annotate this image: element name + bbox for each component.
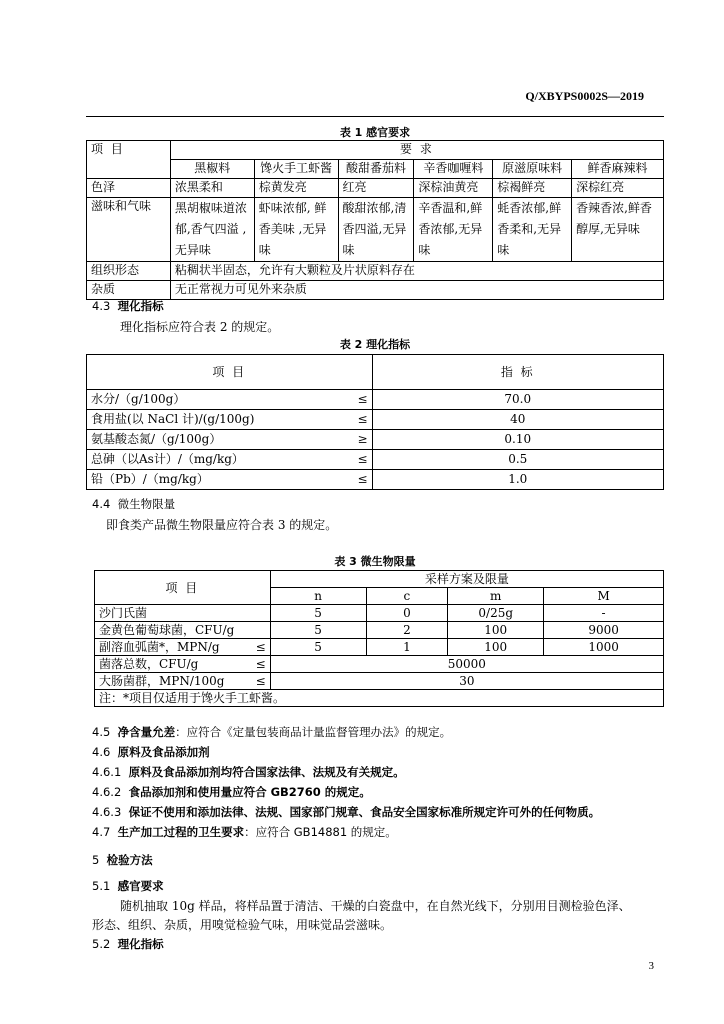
table2-caption: 表 2 理化指标: [339, 338, 411, 351]
item-name: 食用盐(以 NaCl 计)/(g/100g): [91, 412, 255, 426]
table-row: [95, 690, 664, 707]
standard-code: Q/XBYPS0002S—2019: [525, 89, 644, 103]
section-number: 4.7: [92, 825, 111, 839]
table-row: [87, 410, 664, 430]
section-4-5: [92, 724, 451, 740]
table-cell: 黑胡椒味道浓郁,香气四溢 ,无异味: [170, 198, 254, 262]
table-cell: 深棕油黄亮: [414, 179, 493, 198]
section-4-6: [92, 744, 210, 760]
sensory-table: [86, 140, 664, 300]
table-cell: 5: [270, 622, 366, 639]
product-name: 鲜香麻辣料: [572, 160, 664, 179]
subcolumn-header: n: [270, 588, 366, 605]
table-row: [95, 605, 664, 622]
row-label: 组织形态: [87, 262, 171, 281]
table1-col-item: 项 目: [87, 141, 171, 179]
subcolumn-header: c: [366, 588, 448, 605]
section-5-1-line1: 随机抽取 10g 样品，将样品置于清洁、干燥的白瓷盘中，在自然光线下，分别用目测检验色泽、: [120, 899, 631, 913]
item-name: 总砷（以As计）/（mg/kg）: [91, 452, 244, 466]
section-5-2-heading: [92, 936, 164, 952]
item-name: 沙门氏菌: [99, 606, 148, 620]
comparison-operator: ≤: [357, 392, 368, 406]
item-name: 菌落总数，CFU/g: [99, 657, 199, 671]
physicochemical-table: [86, 354, 664, 490]
table-cell: 100: [448, 622, 544, 639]
table-cell: 酸甜浓郁,清香四溢,无异味: [338, 198, 414, 262]
subcolumn-header: m: [448, 588, 544, 605]
table2-col-item: 项 目: [87, 355, 373, 390]
table-row: [87, 355, 664, 390]
section-number: 5: [92, 853, 100, 867]
table-row: [87, 281, 664, 300]
section-number: 4.6.2: [92, 785, 122, 799]
section-4-4-text: 即食类产品微生物限量应符合表 3 的规定。: [106, 518, 338, 532]
table1-caption: 表 1 感官要求: [339, 126, 411, 139]
product-name: 原滋原味料: [493, 160, 572, 179]
table-cell: 5: [270, 639, 366, 656]
table-cell: 粘稠状半固态，允许有大颗粒及片状原料存在: [170, 262, 663, 281]
row-label: [95, 605, 271, 622]
comparison-operator: ≤: [255, 640, 266, 654]
item-name: 铅（Pb）/（mg/kg）: [91, 472, 209, 486]
table-cell: 辛香温和,鲜香浓郁,无异味: [414, 198, 493, 262]
table-cell: 棕黄发亮: [254, 179, 338, 198]
product-name: 辛香咖喱料: [414, 160, 493, 179]
table-cell: 2: [366, 622, 448, 639]
table-cell: 无正常视力可见外来杂质: [170, 281, 663, 300]
section-4-6-3: [92, 804, 600, 820]
row-label: 色泽: [87, 179, 171, 198]
table-cell: 30: [270, 673, 663, 690]
row-label: [95, 639, 271, 656]
comparison-operator: ≤: [357, 452, 368, 466]
section-title: 原料及食品添加剂: [117, 745, 210, 759]
table-cell: 1.0: [372, 470, 663, 490]
item-name: 大肠菌群，MPN/100g: [99, 674, 225, 688]
subcolumn-header: M: [544, 588, 664, 605]
table-row: [87, 141, 664, 160]
section-title: 理化指标: [117, 299, 164, 313]
section-4-3-text: 理化指标应符合表 2 的规定。: [120, 320, 280, 334]
table-row: [87, 160, 664, 179]
row-label: 滋味和气味: [87, 198, 171, 262]
table-cell: 香辣香浓,鲜香醇厚,无异味: [572, 198, 664, 262]
table-cell: -: [544, 605, 664, 622]
table2-col-value: 指 标: [372, 355, 663, 390]
table-row: [87, 470, 664, 490]
section-5-1-heading: [92, 878, 164, 894]
table-row: [95, 656, 664, 673]
row-label: [87, 430, 373, 450]
comparison-operator: ≤: [357, 472, 368, 486]
comparison-operator: ≤: [255, 657, 266, 671]
section-4-7: [92, 824, 397, 840]
section-5-1-line2: 形态、组织、杂质，用嗅觉检验气味，用味觉品尝滋味。: [92, 918, 393, 932]
section-text: 食品添加剂和使用量应符合 GB2760 的规定。: [128, 785, 371, 799]
table-cell: 0.5: [372, 450, 663, 470]
table-cell: 蚝香浓郁,鲜香柔和,无异味: [493, 198, 572, 262]
table-row: [87, 262, 664, 281]
section-4-6-2: [92, 784, 371, 800]
table-cell: 棕褐鲜亮: [493, 179, 572, 198]
section-number: 5.2: [92, 937, 111, 951]
table3-caption: 表 3 微生物限量: [334, 555, 416, 568]
row-label: [87, 390, 373, 410]
table-row: [87, 390, 664, 410]
table1-col-requirements: 要 求: [170, 141, 663, 160]
section-4-6-1: [92, 764, 405, 780]
microbiological-table: [94, 570, 664, 707]
row-label: [87, 450, 373, 470]
table-cell: 1: [366, 639, 448, 656]
row-label: [95, 656, 271, 673]
table-cell: 深棕红亮: [572, 179, 664, 198]
row-label: [87, 470, 373, 490]
table-row: [95, 571, 664, 588]
item-name: 副溶血弧菌*，MPN/g: [99, 640, 220, 654]
item-name: 氨基酸态氮/（g/100g）: [91, 432, 222, 446]
section-text: 保证不使用和添加法律、法规、国家部门规章、食品安全国家标准所规定许可外的任何物质。: [128, 805, 601, 819]
table-row: [87, 450, 664, 470]
table-row: [87, 198, 664, 262]
section-5-heading: [92, 852, 153, 868]
section-title: 感官要求: [117, 879, 164, 893]
product-name: 酸甜番茄料: [338, 160, 414, 179]
section-number: 4.3: [92, 299, 111, 313]
table-cell: 虾味浓郁, 鲜香美味 ,无异味: [254, 198, 338, 262]
table-row: [87, 179, 664, 198]
table-cell: 0/25g: [448, 605, 544, 622]
section-text: ：应符合《定量包装商品计量监督管理办法》的规定。: [175, 725, 452, 739]
table-cell: 0.10: [372, 430, 663, 450]
table-cell: 50000: [270, 656, 663, 673]
table3-col-plan: 采样方案及限量: [270, 571, 663, 588]
table-cell: 40: [372, 410, 663, 430]
table-note: 注：*项目仅适用于馋火手工虾酱。: [95, 690, 664, 707]
item-name: 水分/（g/100g）: [91, 392, 186, 406]
row-label: [95, 622, 271, 639]
product-name: 黑椒料: [170, 160, 254, 179]
item-name: 金黄色葡萄球菌，CFU/g: [99, 623, 235, 637]
section-number: 4.4: [92, 497, 111, 511]
table-row: [95, 639, 664, 656]
table-cell: 0: [366, 605, 448, 622]
header-rule: [86, 116, 664, 117]
section-text: ：应符合 GB14881 的规定。: [244, 825, 397, 839]
table-cell: 100: [448, 639, 544, 656]
table-cell: 70.0: [372, 390, 663, 410]
section-number: 4.6.1: [92, 765, 122, 779]
section-title: 检验方法: [106, 853, 153, 867]
section-4-4-heading: [92, 496, 175, 512]
section-title: 生产加工过程的卫生要求: [117, 825, 245, 839]
table-cell: 浓黑柔和: [170, 179, 254, 198]
table3-col-item: 项 目: [95, 571, 271, 605]
table-row: [95, 622, 664, 639]
section-title: 微生物限量: [117, 497, 176, 511]
section-number: 4.6.3: [92, 805, 122, 819]
section-number: 4.5: [92, 725, 111, 739]
row-label: [95, 673, 271, 690]
comparison-operator: ≤: [357, 412, 368, 426]
section-text: 原料及食品添加剂均符合国家法律、法规及有关规定。: [128, 765, 405, 779]
section-number: 5.1: [92, 879, 111, 893]
product-name: 馋火手工虾酱: [254, 160, 338, 179]
section-title: 净含量允差: [117, 725, 176, 739]
section-title: 理化指标: [117, 937, 164, 951]
table-cell: 9000: [544, 622, 664, 639]
page-number: 3: [648, 960, 654, 972]
table-cell: 5: [270, 605, 366, 622]
section-number: 4.6: [92, 745, 111, 759]
section-4-3-heading: [92, 298, 164, 314]
table-cell: 红亮: [338, 179, 414, 198]
table-row: [95, 673, 664, 690]
comparison-operator: ≥: [357, 432, 368, 446]
table-cell: 1000: [544, 639, 664, 656]
table-row: [87, 430, 664, 450]
row-label: [87, 410, 373, 430]
row-label: 杂质: [87, 281, 171, 300]
comparison-operator: ≤: [255, 674, 266, 688]
